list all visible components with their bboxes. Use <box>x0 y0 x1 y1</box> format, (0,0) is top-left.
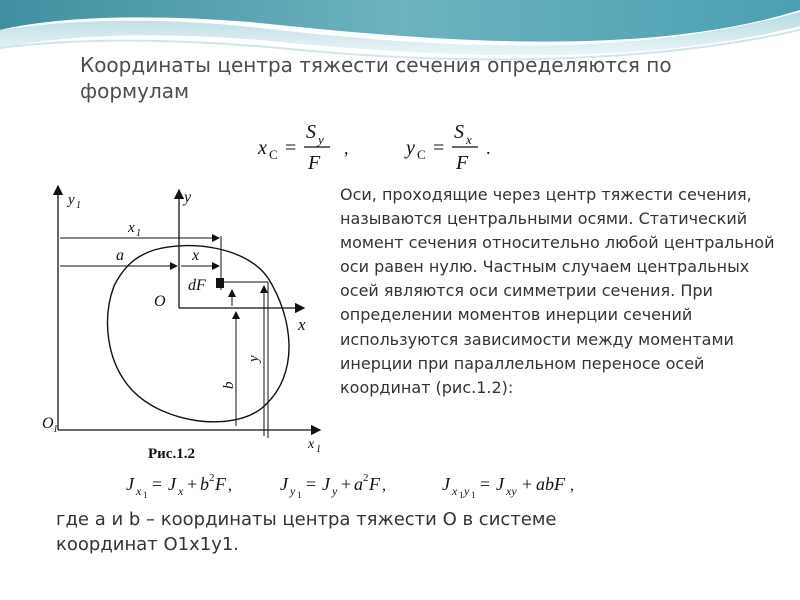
xc-numerator-sub: y <box>318 132 324 147</box>
f2-a: a <box>354 474 363 494</box>
f1-lhs-subsub: 1 <box>143 490 148 500</box>
f2-equals: = <box>306 474 317 494</box>
f1-lhs-sub: x <box>136 484 142 498</box>
yc-lhs-sub: C <box>417 147 426 162</box>
label-a: a <box>116 247 124 264</box>
label-x1-axis: x <box>308 437 315 452</box>
f2-pow: 2 <box>363 472 369 484</box>
figure-parallel-axes <box>36 178 332 470</box>
xc-lhs: x <box>258 137 267 159</box>
f2-F: F <box>369 474 380 494</box>
f1-lhs: J <box>126 474 134 494</box>
label-x1-dimension: x <box>128 220 135 236</box>
yc-lhs: y <box>406 137 415 159</box>
yc-denominator: F <box>456 152 469 174</box>
footer-line-2: координат О1х1у1. <box>56 534 240 555</box>
formula-end-period: . <box>486 138 491 158</box>
f2-rhs-j: J <box>322 474 330 494</box>
f3-lhs-subsub: 1 <box>459 490 464 500</box>
f2-rhs-j-sub: y <box>332 484 338 498</box>
f3-end: , <box>570 477 574 494</box>
f3-lhs-sub: x <box>452 484 458 498</box>
body-paragraph: Оси, проходящие через центр тяжести сечения, называются центральными осями. Статический момент сечения относительно любой центральной оси равен нулю. Частным случаем центральных осей являются оси симметрии сечения. При определении моментов инерции сечений используются зависимости между моментами инерции при параллельном переносе осей координат (рис.1.2): <box>340 185 775 397</box>
yc-numerator: S <box>454 121 464 143</box>
f1-rhs-j: J <box>168 474 176 494</box>
label-y1-axis-sub: 1 <box>76 200 81 211</box>
f3-lhs-subsub2: 1 <box>471 490 476 500</box>
f3-equals: = <box>480 474 491 494</box>
f1-equals: = <box>152 474 163 494</box>
figure-caption: Рис.1.2 <box>148 446 195 462</box>
label-x1-dimension-sub: 1 <box>136 228 141 239</box>
f2-plus: + <box>341 474 352 494</box>
figure-background <box>36 178 332 470</box>
label-x1-axis-sub: 1 <box>316 444 321 455</box>
slide-title: Координаты центра тяжести сечения определяются по формулам <box>80 53 672 103</box>
f2-lhs-subsub: 1 <box>297 490 302 500</box>
label-x-axis: x <box>298 315 306 334</box>
f1-F: F <box>215 474 226 494</box>
xc-lhs-sub: C <box>269 147 278 162</box>
f3-rhs-j-sub: xy <box>506 484 517 498</box>
f2-lhs-sub: y <box>290 484 296 498</box>
f2-lhs: J <box>280 474 288 494</box>
df-element <box>216 278 224 288</box>
label-O1-sub: 1 <box>53 424 58 435</box>
label-O1: O <box>42 415 54 432</box>
footer-line-1: где а и b – координаты центра тяжести О в системе <box>56 509 557 530</box>
f1-end: , <box>228 477 232 494</box>
label-x-dimension: x <box>192 247 200 264</box>
xc-numerator: S <box>306 121 316 143</box>
f1-plus: + <box>187 474 198 494</box>
parallel-axis-formulas-svg <box>120 468 600 502</box>
xc-equals: = <box>285 137 297 159</box>
f3-plus: + <box>522 474 533 494</box>
parallel-axis-formulas <box>120 468 600 502</box>
f3-rhs-j: J <box>496 474 504 494</box>
label-y1-dimension: y <box>246 355 262 362</box>
f1-pow: 2 <box>209 472 215 484</box>
centroid-formulas <box>246 116 508 178</box>
f3-abF: abF <box>536 474 565 494</box>
xc-denominator: F <box>308 152 321 174</box>
label-dF: dF <box>188 277 206 294</box>
footer-paragraph <box>56 507 756 557</box>
formula-separator: , <box>344 138 349 158</box>
label-y-axis: y <box>184 189 192 206</box>
f3-lhs: J <box>442 474 450 494</box>
label-b: b <box>221 381 237 389</box>
label-O: O <box>154 293 166 310</box>
f1-b: b <box>200 474 209 494</box>
centroid-formulas-svg <box>246 116 508 178</box>
f2-end: , <box>382 477 386 494</box>
f3-lhs-sub2: y <box>464 484 470 498</box>
yc-equals: = <box>433 137 445 159</box>
yc-numerator-sub: x <box>466 132 472 147</box>
label-y1-axis: y <box>68 192 75 208</box>
figure-diagram <box>36 178 332 470</box>
f1-rhs-j-sub: x <box>178 484 184 498</box>
